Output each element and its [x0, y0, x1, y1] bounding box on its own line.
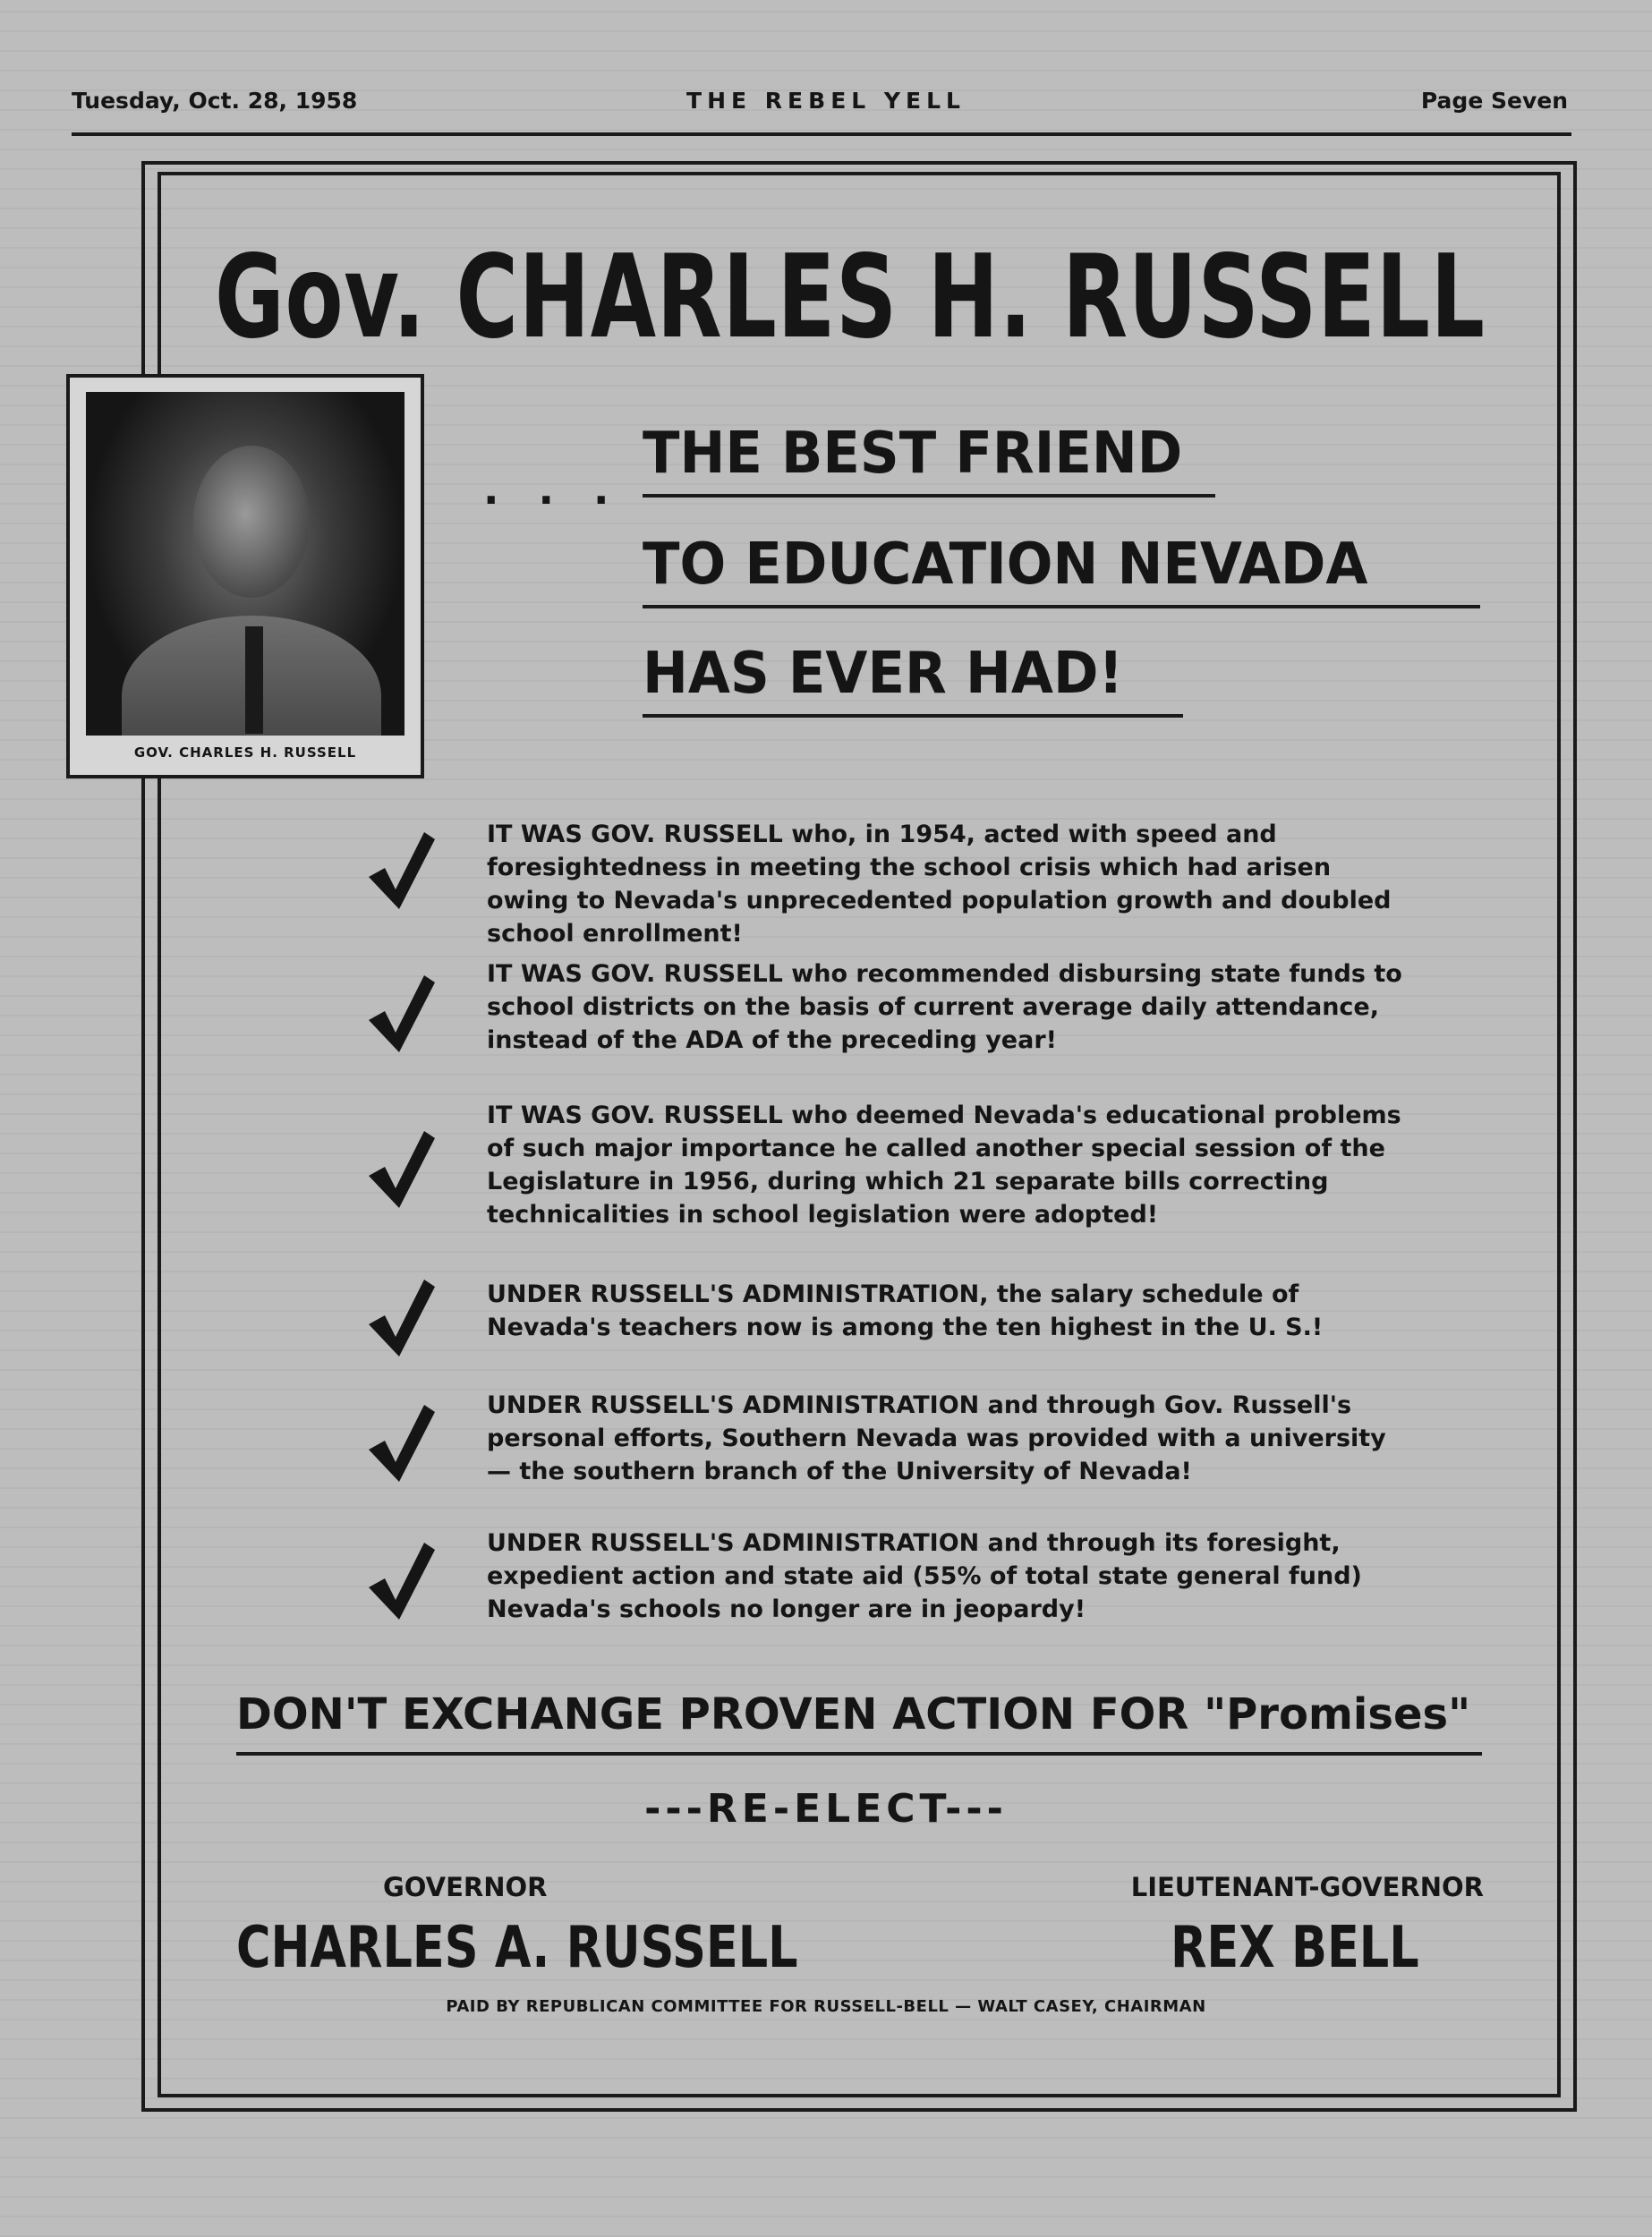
header-rule — [72, 132, 1571, 136]
subtitle-line-1: THE BEST FRIEND — [643, 421, 1183, 487]
bullet-4: UNDER RUSSELL'S ADMINISTRATION, the salary schedule of Nevada's teachers now is among the ten highest in the U. S.! — [487, 1280, 1324, 1341]
governor-office-label: GOVERNOR — [383, 1872, 548, 1902]
subtitle-line-3: HAS EVER HAD! — [643, 641, 1124, 707]
slogan-rule — [236, 1752, 1482, 1756]
issue-date: Tuesday, Oct. 28, 1958 — [72, 88, 358, 114]
subtitle-ellipsis: . . . — [483, 465, 622, 514]
checkmark-icon — [365, 830, 437, 911]
re-elect-banner: ---RE-ELECT--- — [644, 1786, 1008, 1832]
paid-by-notice: PAID BY REPUBLICAN COMMITTEE FOR RUSSELL-BELL — WALT CASEY, CHAIRMAN — [446, 1997, 1206, 2016]
bullet-6: UNDER RUSSELL'S ADMINISTRATION and through its foresight, expedient action and state aid (55% of total state general fund) Nevada's schools no longer are in jeopardy! — [487, 1529, 1362, 1623]
subtitle-line-2: TO EDUCATION NEVADA — [643, 532, 1368, 598]
bullet-2: IT WAS GOV. RUSSELL who recommended disbursing state funds to school districts on the basis of current average daily attendance, instead of the ADA of the preceding year! — [487, 960, 1402, 1054]
subtitle-rule-2 — [643, 605, 1480, 608]
page-number: Page Seven — [1420, 88, 1568, 114]
checkmark-icon — [365, 1403, 437, 1484]
lieutenant-governor-candidate-name: REX BELL — [1171, 1915, 1419, 1981]
slogan: DON'T EXCHANGE PROVEN ACTION FOR "Promises" — [236, 1689, 1471, 1739]
ad-title: Gov. CHARLES H. RUSSELL — [214, 231, 1486, 364]
bullet-1: IT WAS GOV. RUSSELL who, in 1954, acted with speed and foresightedness in meeting the school crisis which had arisen owing to Nevada's unprecedented population growth and doubled school enrollment! — [487, 821, 1392, 948]
checkmark-icon — [365, 1129, 437, 1210]
portrait-box — [66, 374, 424, 778]
checkmark-icon — [365, 1541, 437, 1621]
portrait-caption: GOV. CHARLES H. RUSSELL — [133, 744, 357, 761]
bullet-5: UNDER RUSSELL'S ADMINISTRATION and through Gov. Russell's personal efforts, Southern Nevada was provided with a university — the southern branch of the University of Nevada! — [487, 1391, 1386, 1485]
bullet-3: IT WAS GOV. RUSSELL who deemed Nevada's educational problems of such major importance he called another special session of the Legislature in 1956, during which 21 separate bills correcting technicalities in school legislation were adopted! — [487, 1101, 1401, 1229]
subtitle-rule-3 — [643, 714, 1183, 718]
governor-candidate-name: CHARLES A. RUSSELL — [236, 1915, 798, 1981]
checkmark-icon — [365, 974, 437, 1054]
portrait-photo — [86, 392, 404, 736]
newspaper-name: THE REBEL YELL — [686, 88, 966, 114]
checkmark-icon — [365, 1278, 437, 1358]
subtitle-rule-1 — [643, 494, 1215, 498]
lieutenant-governor-office-label: LIEUTENANT-GOVERNOR — [1130, 1872, 1484, 1902]
